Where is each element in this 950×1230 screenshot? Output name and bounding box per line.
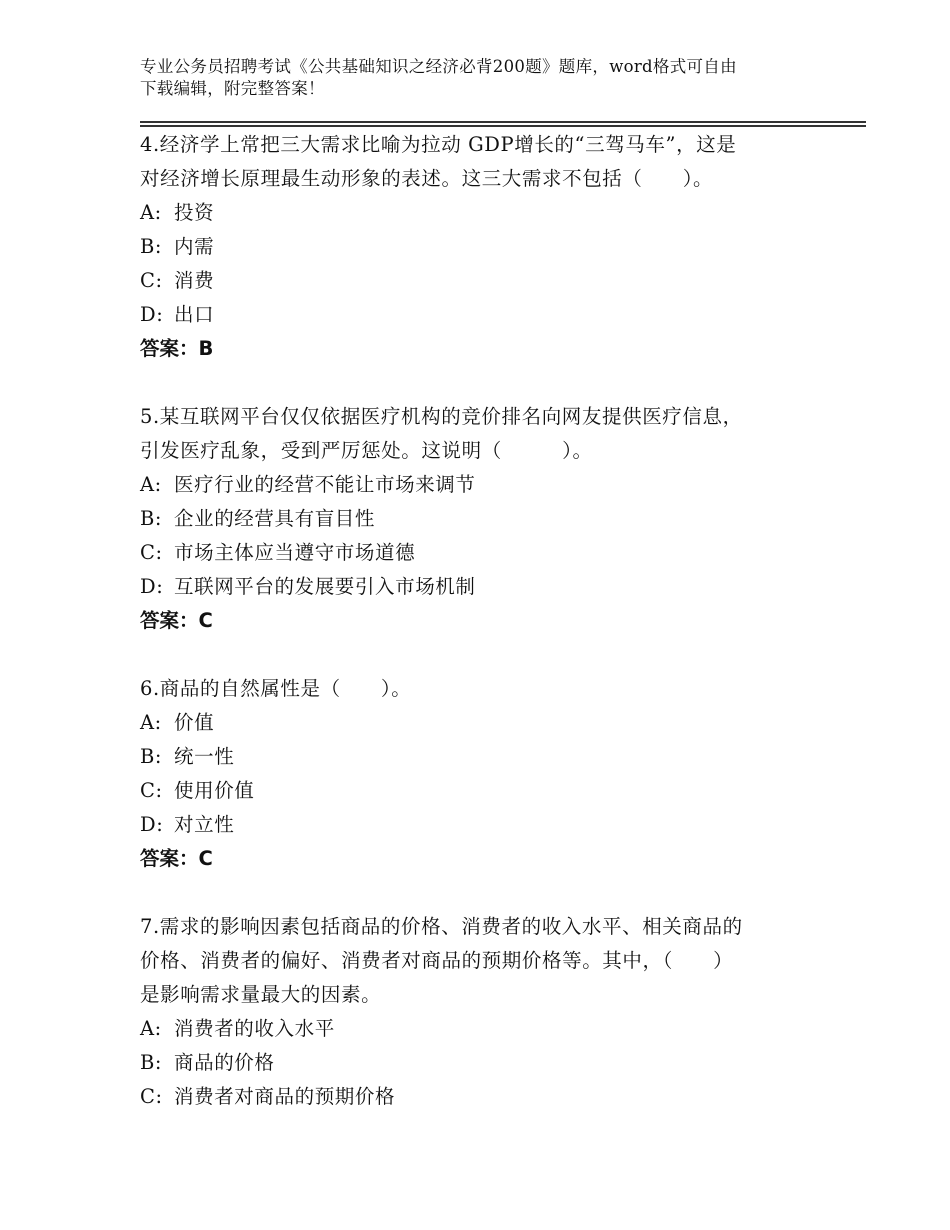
- header-divider-bottom: [140, 125, 866, 127]
- document-header: [140, 56, 800, 100]
- option-letter: B:: [140, 1051, 163, 1074]
- option-letter: C:: [140, 1085, 163, 1108]
- option-b: [140, 502, 840, 536]
- option-letter: C:: [140, 779, 163, 802]
- option-text: 企业的经营具有盲目性: [174, 507, 376, 530]
- option-letter: B:: [140, 235, 163, 258]
- option-text: 互联网平台的发展要引入市场机制: [174, 575, 476, 598]
- answer-label: 答案：C: [140, 847, 213, 870]
- option-b: [140, 230, 840, 264]
- option-text: 使用价值: [174, 779, 255, 802]
- option-letter: B:: [140, 745, 163, 768]
- question-list: [140, 128, 840, 1114]
- option-text: 商品的价格: [174, 1051, 275, 1074]
- question-spacer: [140, 876, 840, 910]
- question-text-line: 引发医疗乱象，受到严厉惩处。这说明（ ）。: [140, 439, 593, 462]
- option-a: [140, 706, 840, 740]
- question-text-line: 4.经济学上常把三大需求比喻为拉动 GDP增长的“三驾马车”，这是: [140, 133, 737, 156]
- answer-label: 答案：B: [140, 337, 214, 360]
- option-text: 内需: [174, 235, 215, 258]
- option-c: [140, 536, 840, 570]
- option-letter: C:: [140, 541, 163, 564]
- option-c: [140, 264, 840, 298]
- option-a: [140, 196, 840, 230]
- header-line-1: 专业公务员招聘考试《公共基础知识之经济必背200题》题库，word格式可自由: [140, 57, 737, 76]
- header-line-2: 下载编辑，附完整答案！: [140, 79, 325, 98]
- option-letter: B:: [140, 507, 163, 530]
- question-item: [140, 128, 840, 366]
- question-text-line: 6.商品的自然属性是（ ）。: [140, 677, 412, 700]
- option-d: [140, 808, 840, 842]
- option-letter: D:: [140, 813, 164, 836]
- option-text: 统一性: [174, 745, 235, 768]
- question-item: [140, 400, 840, 638]
- header-divider-top: [140, 121, 866, 123]
- option-c: [140, 774, 840, 808]
- option-text: 投资: [174, 201, 215, 224]
- question-item: [140, 910, 840, 1114]
- option-d: [140, 570, 840, 604]
- option-text: 价值: [174, 711, 215, 734]
- option-b: [140, 740, 840, 774]
- option-letter: A:: [140, 201, 162, 224]
- question-text-line: 价格、消费者的偏好、消费者对商品的预期价格等。其中，（ ）: [140, 949, 734, 972]
- option-text: 市场主体应当遵守市场道德: [174, 541, 416, 564]
- answer-label: 答案：C: [140, 609, 213, 632]
- option-letter: A:: [140, 473, 162, 496]
- option-d: [140, 298, 840, 332]
- option-text: 医疗行业的经营不能让市场来调节: [174, 473, 476, 496]
- question-text-line: 对经济增长原理最生动形象的表述。这三大需求不包括（ ）。: [140, 167, 714, 190]
- option-text: 消费: [174, 269, 215, 292]
- option-text: 出口: [174, 303, 215, 326]
- option-letter: D:: [140, 575, 164, 598]
- question-text-line: 5.某互联网平台仅仅依据医疗机构的竞价排名向网友提供医疗信息，: [140, 405, 743, 428]
- question-item: [140, 672, 840, 876]
- option-c: [140, 1080, 840, 1114]
- question-text-line: 7.需求的影响因素包括商品的价格、消费者的收入水平、相关商品的: [140, 915, 743, 938]
- option-a: [140, 1012, 840, 1046]
- option-text: 对立性: [174, 813, 235, 836]
- option-a: [140, 468, 840, 502]
- option-text: 消费者的收入水平: [174, 1017, 335, 1040]
- option-letter: A:: [140, 711, 162, 734]
- option-letter: D:: [140, 303, 164, 326]
- question-spacer: [140, 638, 840, 672]
- option-b: [140, 1046, 840, 1080]
- option-text: 消费者对商品的预期价格: [174, 1085, 396, 1108]
- option-letter: A:: [140, 1017, 162, 1040]
- question-spacer: [140, 366, 840, 400]
- question-text-line: 是影响需求量最大的因素。: [140, 983, 382, 1006]
- option-letter: C:: [140, 269, 163, 292]
